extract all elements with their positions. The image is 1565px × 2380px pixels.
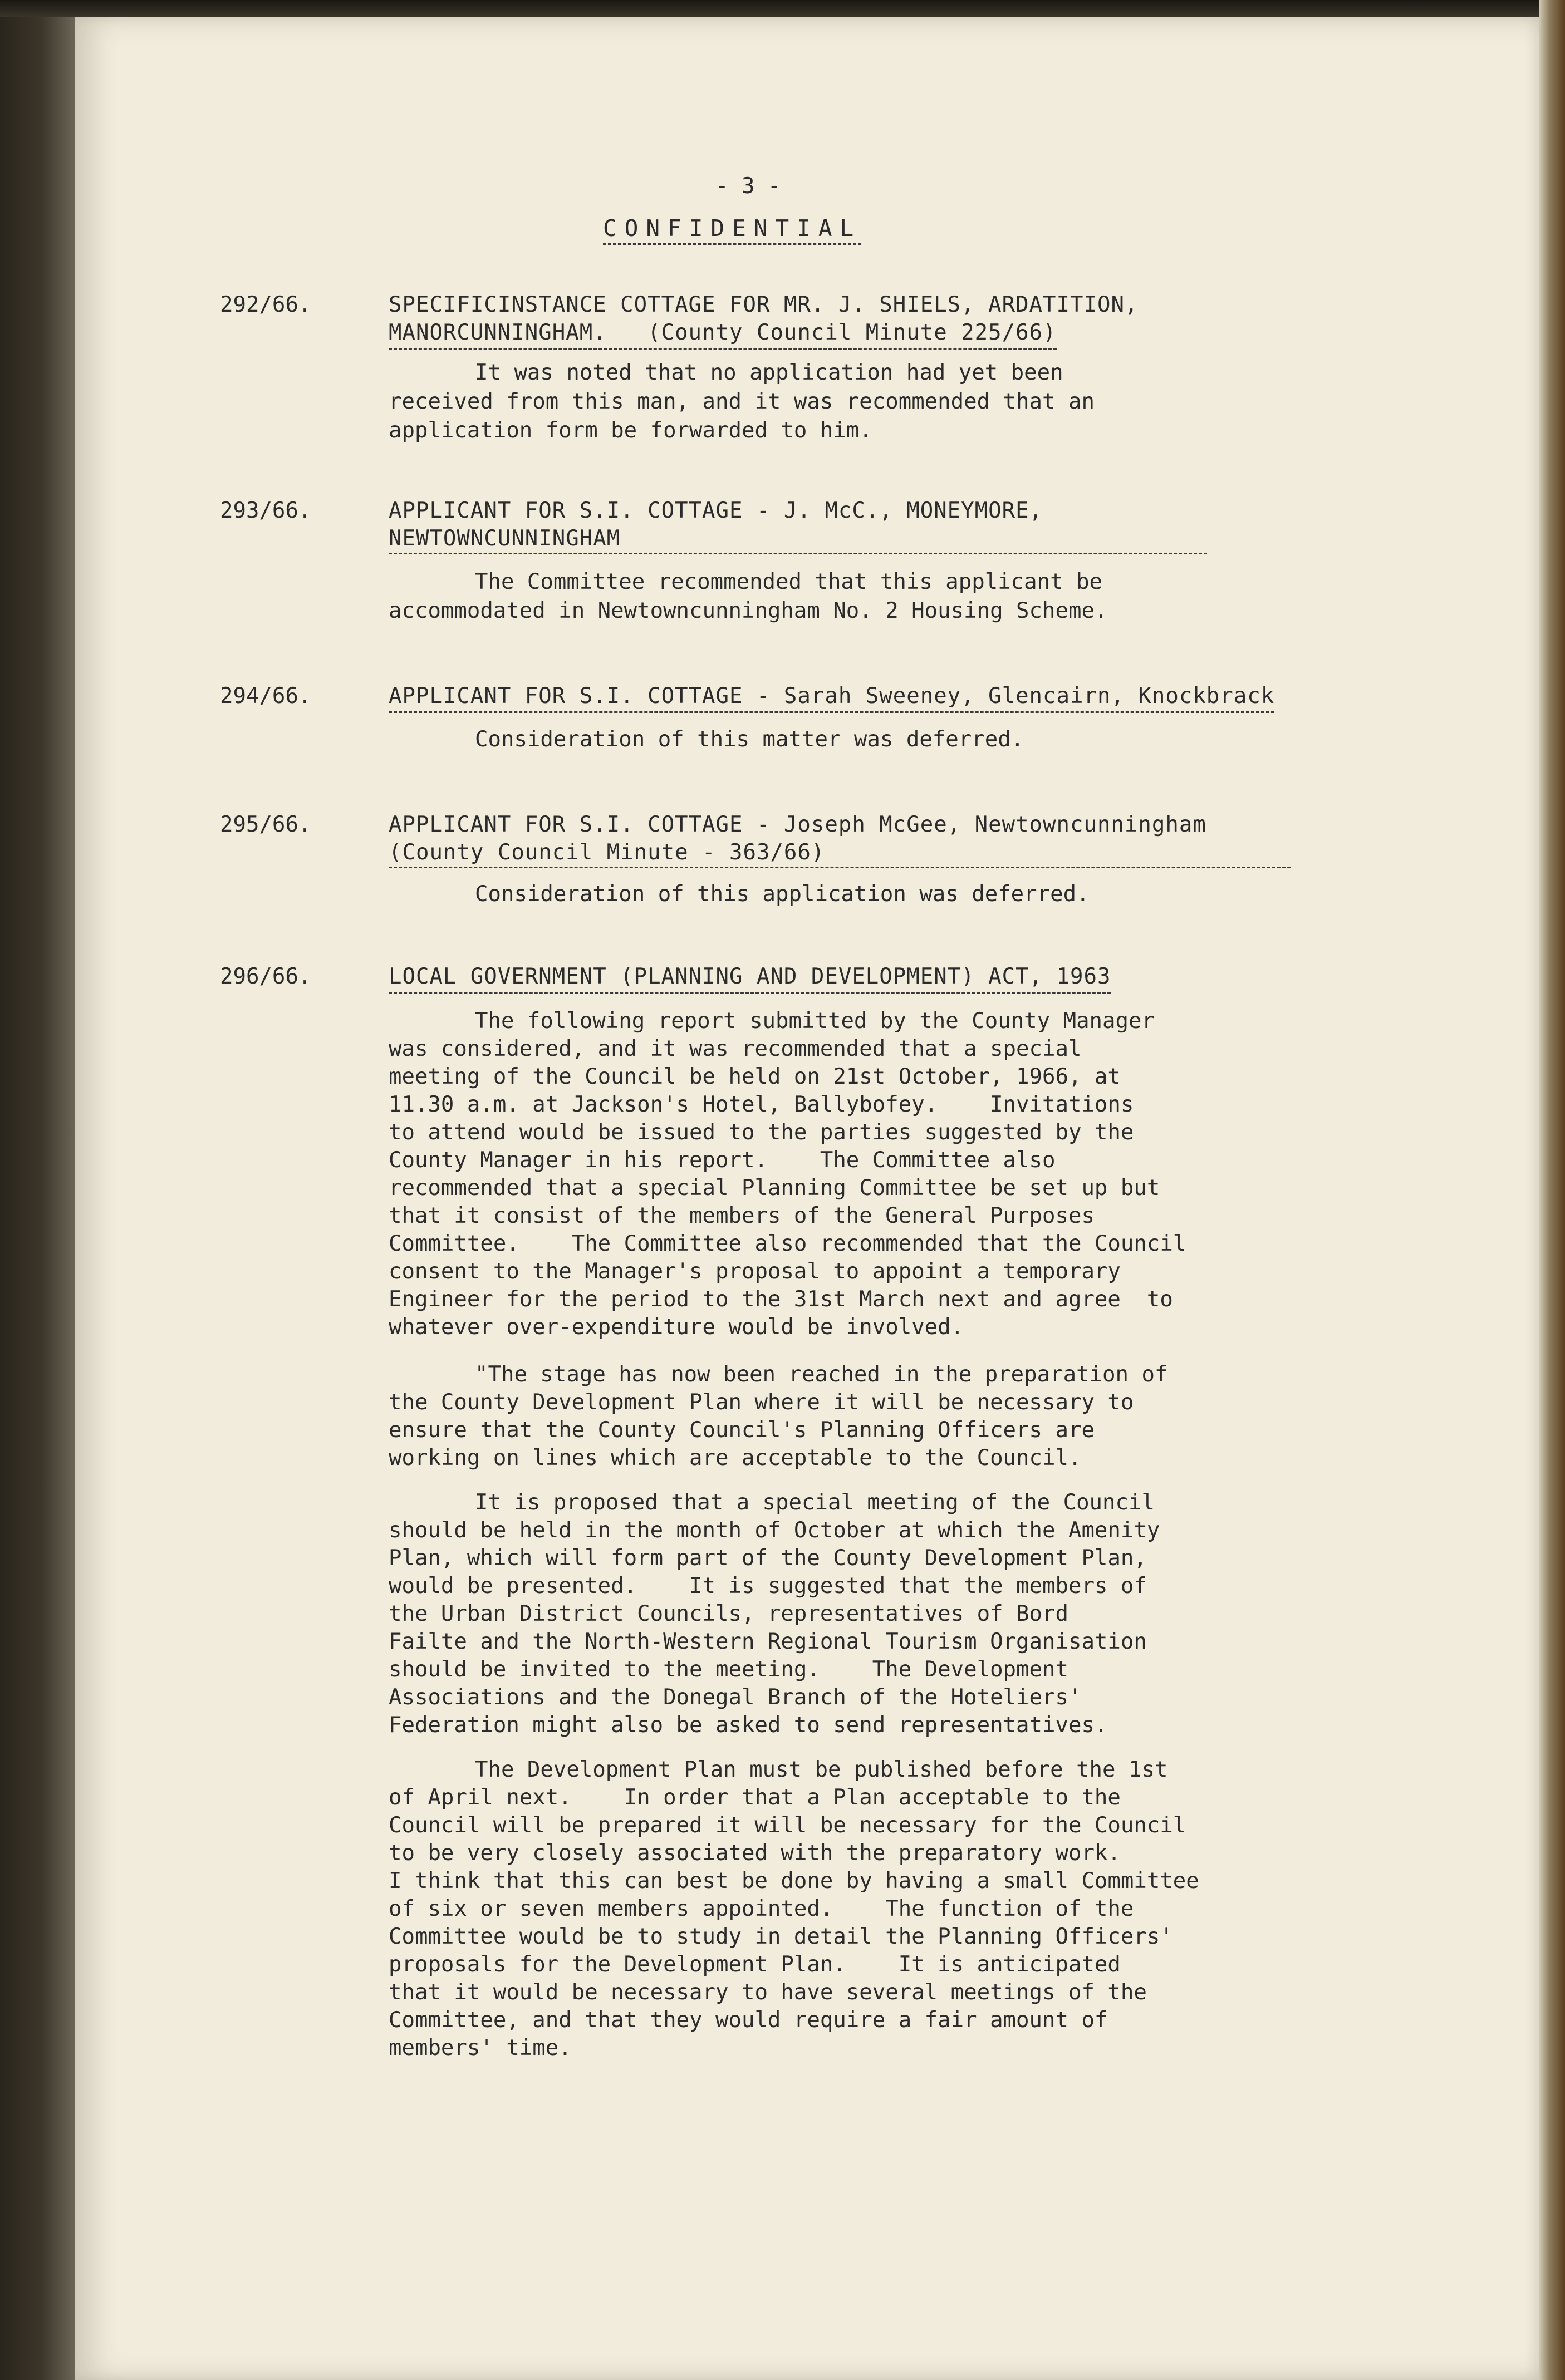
quote-para1-line1: "The stage has now been reached in the preparation of: [475, 1362, 1168, 1387]
confidential-heading: CONFIDENTIAL: [603, 214, 861, 245]
quote-para3-line2: of April next. In order that a Plan acceptable to the: [389, 1785, 1121, 1810]
minute-number-293: 293/66.: [220, 498, 312, 523]
minute-heading-295-line1: APPLICANT FOR S.I. COTTAGE - Joseph McGee, Newtowncunningham: [389, 812, 1206, 837]
quote-para3-line8: proposals for the Development Plan. It is anticipated: [389, 1952, 1121, 1977]
minute-heading-292-line1: SPECIFICINSTANCE COTTAGE FOR MR. J. SHIELS, ARDATITION,: [389, 292, 1139, 317]
minute-heading-295-line2: (County Council Minute - 363/66): [389, 839, 1291, 868]
minute-number-294: 294/66.: [220, 683, 312, 709]
quote-para3-line11: members' time.: [389, 2035, 572, 2061]
minute-body-296-line12: whatever over-expenditure would be involved.: [389, 1315, 964, 1340]
quote-para2-line2: should be held in the month of October at which the Amenity: [389, 1518, 1160, 1543]
quote-para1-line2: the County Development Plan where it will be necessary to: [389, 1390, 1134, 1415]
minute-body-296-line5: to attend would be issued to the parties suggested by the: [389, 1120, 1134, 1145]
minute-number-296: 296/66.: [220, 964, 312, 989]
quote-para2-line4: would be presented. It is suggested that the members of: [389, 1573, 1147, 1599]
quote-para3-line10: Committee, and that they would require a fair amount of: [389, 2008, 1108, 2033]
minute-number-292: 292/66.: [220, 292, 312, 317]
minute-body-296-line8: that it consist of the members of the General Purposes: [389, 1203, 1095, 1228]
minute-body-294-line1: Consideration of this matter was deferred.: [475, 727, 1024, 752]
quote-para2-line7: should be invited to the meeting. The Development: [389, 1657, 1068, 1682]
quote-para3-line3: Council will be prepared it will be necessary for the Council: [389, 1813, 1186, 1838]
minute-body-292-line2: received from this man, and it was recommended that an: [389, 389, 1095, 414]
minute-body-296-line7: recommended that a special Planning Committee be set up but: [389, 1176, 1160, 1201]
quote-para3-line1: The Development Plan must be published before the 1st: [475, 1757, 1168, 1782]
quote-para2-line8: Associations and the Donegal Branch of the Hoteliers': [389, 1685, 1082, 1710]
minute-body-296-line1: The following report submitted by the County Manager: [475, 1009, 1155, 1034]
minute-heading-296: LOCAL GOVERNMENT (PLANNING AND DEVELOPMENT) ACT, 1963: [389, 963, 1111, 994]
quote-para1-line4: working on lines which are acceptable to the Council.: [389, 1445, 1082, 1471]
minute-heading-294: APPLICANT FOR S.I. COTTAGE - Sarah Sweeney, Glencairn, Knockbrack: [389, 682, 1274, 713]
quote-para3-line4: to be very closely associated with the preparatory work.: [389, 1841, 1121, 1866]
minute-body-295-line1: Consideration of this application was deferred.: [475, 882, 1090, 907]
minute-number-295: 295/66.: [220, 812, 312, 837]
binding-spine: [0, 0, 75, 2380]
quote-para3-line6: of six or seven members appointed. The function of the: [389, 1896, 1134, 1921]
quote-para1-line3: ensure that the County Council's Planning Officers are: [389, 1418, 1095, 1443]
page-number: - 3 -: [715, 174, 781, 199]
minute-body-296-line4: 11.30 a.m. at Jackson's Hotel, Ballybofey. Invitations: [389, 1092, 1134, 1117]
minute-body-292-line1: It was noted that no application had yet been: [475, 360, 1063, 385]
quote-para3-line9: that it would be necessary to have several meetings of the: [389, 1980, 1147, 2005]
quote-para3-line5: I think that this can best be done by having a small Committee: [389, 1868, 1199, 1894]
minute-body-292-line3: application form be forwarded to him.: [389, 418, 872, 443]
quote-para2-line5: the Urban District Councils, representatives of Bord: [389, 1601, 1068, 1626]
quote-para2-line6: Failte and the North-Western Regional Tourism Organisation: [389, 1629, 1147, 1654]
minute-body-293-line1: The Committee recommended that this applicant be: [475, 569, 1103, 594]
minute-body-296-line2: was considered, and it was recommended that a special: [389, 1036, 1082, 1061]
minute-heading-293-line2: NEWTOWNCUNNINGHAM: [389, 525, 1207, 554]
minute-body-293-line2: accommodated in Newtowncunningham No. 2 Housing Scheme.: [389, 598, 1108, 623]
quote-para2-line9: Federation might also be asked to send representatives.: [389, 1713, 1108, 1738]
quote-para2-line1: It is proposed that a special meeting of the Council: [475, 1490, 1155, 1515]
page-right-edge: [1539, 0, 1565, 2380]
minute-body-296-line6: County Manager in his report. The Committee also: [389, 1148, 1056, 1173]
minute-heading-293-line1: APPLICANT FOR S.I. COTTAGE - J. McC., MONEYMORE,: [389, 498, 1043, 523]
minute-body-296-line3: meeting of the Council be held on 21st October, 1966, at: [389, 1064, 1121, 1089]
quote-para2-line3: Plan, which will form part of the County Development Plan,: [389, 1546, 1147, 1571]
minute-body-296-line11: Engineer for the period to the 31st March next and agree to: [389, 1287, 1173, 1312]
minute-heading-292-line2: MANORCUNNINGHAM. (County Council Minute 225/66): [389, 319, 1057, 350]
quote-para3-line7: Committee would be to study in detail the Planning Officers': [389, 1924, 1173, 1949]
page-top-edge: [0, 0, 1565, 17]
minute-body-296-line9: Committee. The Committee also recommended that the Council: [389, 1231, 1186, 1256]
minute-body-296-line10: consent to the Manager's proposal to appoint a temporary: [389, 1259, 1121, 1284]
